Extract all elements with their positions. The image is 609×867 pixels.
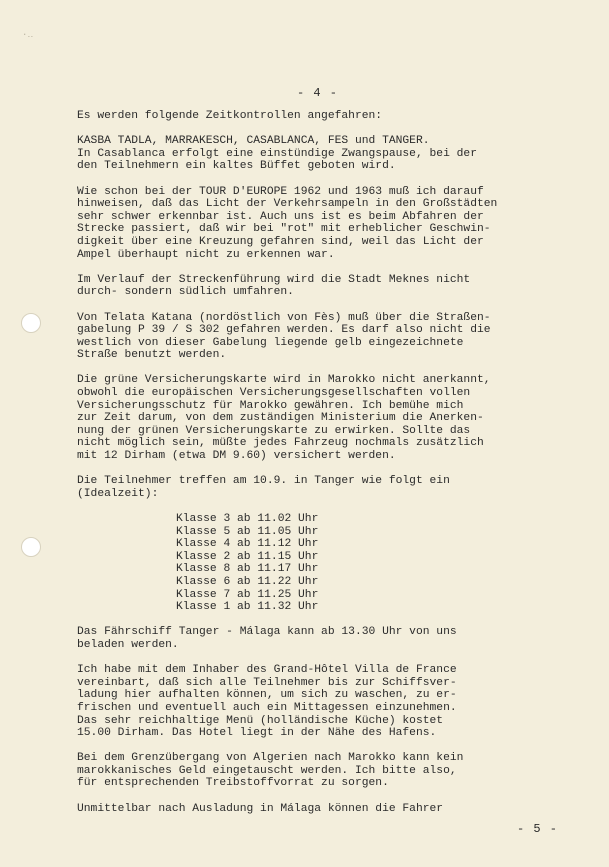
meknes-paragraph: Im Verlauf der Streckenführung wird die Stadt Meknes nicht durch- sondern südlich umfahren. — [77, 273, 471, 299]
schedule-row: Klasse 1 ab 11.32 Uhr — [176, 601, 319, 614]
schedule-row: Klasse 2 ab 11.15 Uhr — [176, 550, 319, 563]
next-page-marker: - 5 - — [517, 822, 559, 836]
document-body — [77, 110, 557, 828]
schedule-row: Klasse 6 ab 11.22 Uhr — [176, 575, 319, 588]
border-paragraph: Bei dem Grenzübergang von Algerien nach Marokko kann kein marokkanisches Geld eingetauscht werden. Ich bitte also, für entsprechenden Treibstoffvorrat zu sorgen. — [77, 752, 464, 790]
page-number: - 4 - — [297, 86, 339, 100]
insurance-paragraph: Die grüne Versicherungskarte wird in Marokko nicht anerkannt, obwohl die europäischen Versicherungsgesellschaften vollen Versicherungsschutz für Marokko gewähren. Ich bemühe mich zur Zeit darum, von dem zuständigen Ministerium die Anerken- nung der grünen Versicherungskarte zu erwirken. Sollte das nicht möglich sein, müßte jedes Fahrzeug nochmals zusätzlich mit 12 Dirham (etwa DM 9.60) versichert werden. — [77, 374, 491, 463]
last-paragraph: Unmittelbar nach Ausladung in Málaga können die Fahrer — [77, 802, 444, 815]
intro-line: Es werden folgende Zeitkontrollen angefahren: — [77, 110, 383, 122]
schedule-row: Klasse 8 ab 11.17 Uhr — [176, 563, 319, 576]
schedule-row: Klasse 3 ab 11.02 Uhr — [176, 513, 319, 525]
hotel-paragraph: Ich habe mit dem Inhaber des Grand-Hôtel Villa de France vereinbart, daß sich alle Teilnehmer bis zur Schiffsver- ladung hier aufhalten können, um sich zu waschen, zu er- frischen und eventuell auch ein Mittagessen einzunehmen. Das sehr reichhaltige Menü (holländische Küche) kostet 15.00 Dirham. Das Hotel liegt in der Nähe des Hafens. — [77, 664, 457, 740]
arrival-schedule — [176, 513, 557, 614]
controls-paragraph: KASBA TADLA, MARRAKESCH, CASABLANCA, FES und TANGER. In Casablanca erfolgt eine einstündige Zwangspause, bei der den Teilnehmern ein kaltes Büffet geboten wird. — [77, 135, 477, 173]
punch-hole-bottom — [21, 537, 41, 557]
schedule-row: Klasse 5 ab 11.05 Uhr — [176, 525, 319, 538]
ferry-paragraph: Das Fährschiff Tanger - Málaga kann ab 13.30 Uhr von uns beladen werden. — [77, 626, 457, 651]
telata-paragraph: Von Telata Katana (nordöstlich von Fès) muß über die Straßen- gabelung P 39 / S 302 gefahren werden. Es darf also nicht die westlich von dieser Gabelung liegende gelb eingezeichnete Straße benutzt werden. — [77, 311, 491, 362]
tour-paragraph: Wie schon bei der TOUR D'EUROPE 1962 und 1963 muß ich darauf hinweisen, daß das Licht der Verkehrsampeln in den Großstädten sehr schwer erkennbar ist. Auch uns ist es beim Abfahren der Strecke passiert, daß wir bei "rot" mit erheblicher Geschwin- digkeit über eine Kreuzung gefahren sind, weil das Licht der Ampel überhaupt nicht zu erkennen war. — [77, 185, 498, 261]
paper-speck: ·‥ — [22, 30, 34, 40]
schedule-row: Klasse 7 ab 11.25 Uhr — [176, 588, 319, 601]
punch-hole-top — [21, 313, 41, 333]
schedule-row: Klasse 4 ab 11.12 Uhr — [176, 538, 319, 551]
arrival-paragraph: Die Teilnehmer treffen am 10.9. in Tanger wie folgt ein (Idealzeit): — [77, 475, 450, 500]
